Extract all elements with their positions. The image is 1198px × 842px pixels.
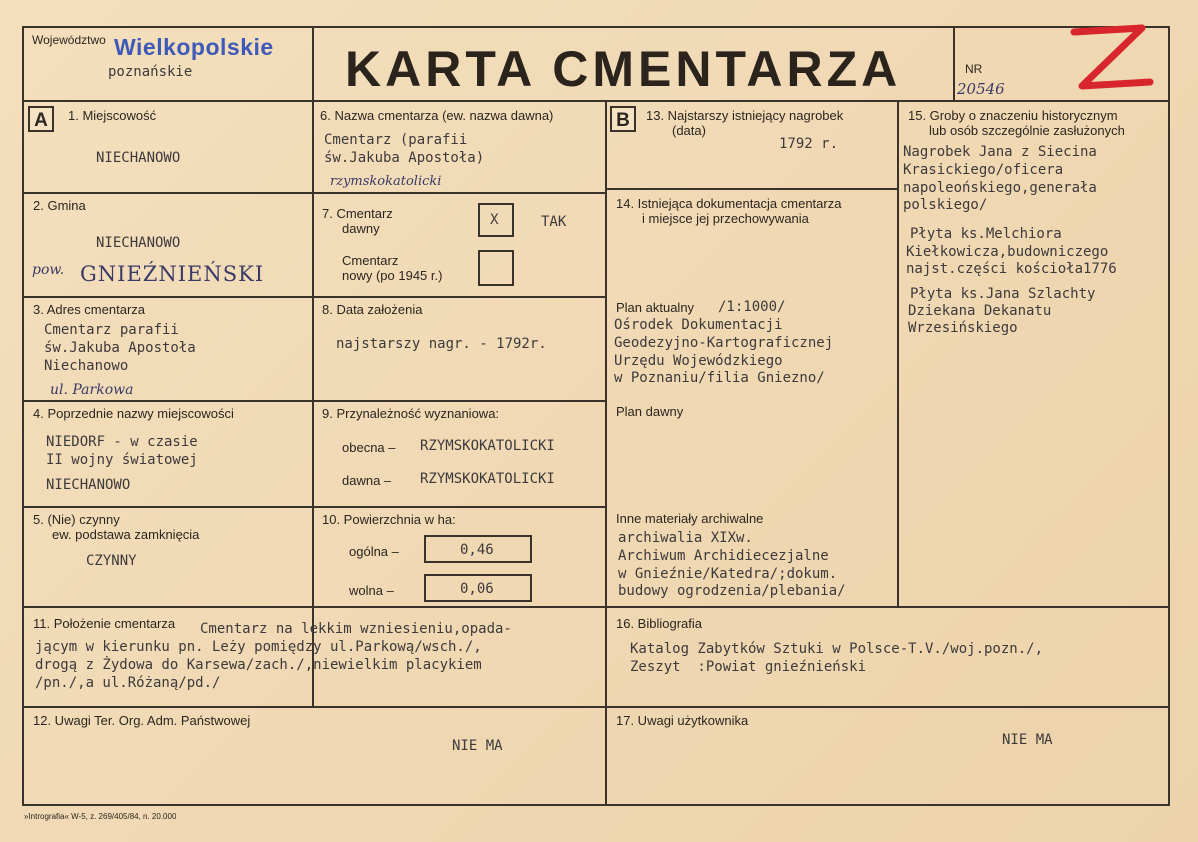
f14-plan-current-line2: Ośrodek Dokumentacji [614, 317, 783, 333]
f14-label1: 14. Istniejąca dokumentacja cmentarza [616, 196, 842, 211]
f11-line4: /pn./,a ul.Różaną/pd./ [35, 675, 221, 691]
f7-old-checkbox [478, 203, 514, 237]
f10-total-box [424, 535, 532, 563]
f7-new-checkbox [478, 250, 514, 286]
print-info: »Intrografia« W-5, z. 269/405/84, n. 20.000 [24, 812, 177, 821]
f3-line2: św.Jakuba Apostoła [44, 340, 196, 356]
page-title: KARTA CMENTARZA [345, 41, 902, 97]
f13-value: 1792 r. [779, 136, 839, 152]
f10-label: 10. Powierzchnia w ha: [322, 512, 456, 527]
f8-label: 8. Data założenia [322, 302, 423, 317]
f15-g2-line1: Płyta ks.Melchiora [910, 226, 1062, 242]
f16-line2: Zeszyt :Powiat gnieźnieński [630, 659, 867, 675]
f3-line3: Niechanowo [44, 358, 129, 374]
f11-line2: jącym w kierunku pn. Leży pomiędzy ul.Parkową/wsch./, [35, 639, 482, 655]
row-divider-3 [22, 400, 605, 402]
f15-g3-line2: Dziekana Dekanatu [908, 303, 1052, 319]
f17-value: NIE MA [1002, 732, 1053, 748]
f17-label: 17. Uwagi użytkownika [616, 713, 749, 728]
f15-g1-line4: polskiego/ [903, 197, 988, 213]
f10-free-box [424, 574, 532, 602]
voivodeship-label: Województwo [32, 33, 106, 47]
f3-label: 3. Adres cmentarza [33, 302, 145, 317]
f2-value: NIECHANOWO [96, 235, 181, 251]
f7-label3: Cmentarz [342, 253, 399, 268]
f14-label2: i miejsce jej przechowywania [642, 211, 809, 226]
f7-label4: nowy (po 1945 r.) [342, 268, 443, 283]
f1-label: 1. Miejscowość [68, 108, 157, 123]
f9-former-value: RZYMSKOKATOLICKI [420, 471, 555, 487]
f14-plan-current-label: Plan aktualny [616, 300, 695, 315]
f2-pow-prefix: pow. [32, 262, 65, 278]
f15-g1-line3: napoleońskiego,generała [903, 180, 1097, 196]
f14-plan-current-line3: Geodezyjno-Kartograficznej [614, 335, 834, 351]
f4-label: 4. Poprzednie nazwy miejscowości [33, 406, 234, 421]
voivodeship-typed: poznańskie [108, 64, 193, 80]
f10-free-value: 0,06 [460, 581, 494, 597]
f15-label2: lub osób szczególnie zasłużonych [929, 123, 1125, 138]
f5-value: CZYNNY [86, 553, 137, 569]
f6-line1: Cmentarz (parafii [324, 132, 468, 148]
f11-label: 11. Położenie cmentarza [33, 616, 176, 631]
f15-label1: 15. Groby o znaczeniu historycznym [908, 108, 1118, 123]
f2-label: 2. Gmina [33, 198, 86, 213]
f2-pow-value: GNIEŹNIEŃSKI [80, 262, 265, 286]
row-divider-b1 [605, 188, 897, 190]
f3-line1: Cmentarz parafii [44, 322, 179, 338]
f9-current-value: RZYMSKOKATOLICKI [420, 438, 555, 454]
f14-other-label: Inne materiały archiwalne [616, 511, 764, 526]
f16-line1: Katalog Zabytków Sztuki w Polsce-T.V./woj.pozn./, [630, 641, 1044, 657]
f10-total-value: 0,46 [460, 542, 494, 558]
section-b-badge: B [610, 106, 636, 132]
f12-value: NIE MA [452, 738, 503, 754]
f4-line3: NIECHANOWO [46, 477, 131, 493]
f3-hand: ul. Parkowa [50, 382, 134, 398]
f6-hand: rzymskokatolicki [330, 174, 442, 189]
nr-label: NR [965, 62, 983, 76]
f15-g2-line2: Kiełkowicza,budowniczego [906, 244, 1109, 260]
f7-label2: dawny [342, 221, 380, 236]
f14-other-line2: Archiwum Archidiecezjalne [618, 548, 829, 564]
f14-other-line1: archiwalia XIXw. [618, 530, 753, 546]
f14-other-line4: budowy ogrodzenia/plebania/ [618, 583, 846, 599]
f11-line3: drogą z Żydowa do Karsewa/zach./,niewielkim placykiem [35, 657, 482, 673]
f14-other-line3: w Gnieźnie/Katedra/;dokum. [618, 566, 838, 582]
f14-plan-current-line4: Urzędu Wojewódzkiego [614, 353, 783, 369]
f5-label2: ew. podstawa zamknięcia [52, 527, 200, 542]
f15-g2-line3: najst.części kościoła1776 [906, 261, 1117, 277]
f15-g1-line2: Krasickiego/oficera [903, 162, 1064, 178]
row-divider-2 [22, 296, 605, 298]
f6-line2: św.Jakuba Apostoła) [324, 150, 485, 166]
divider-col-3 [897, 100, 899, 606]
row-divider-1 [22, 192, 605, 194]
divider-header-nr [953, 26, 955, 100]
f15-g3-line3: Wrzesińskiego [908, 320, 1018, 336]
f4-line2: II wojny światowej [46, 452, 198, 468]
f9-label: 9. Przynależność wyznaniowa: [322, 406, 500, 421]
nr-value: 20546 [957, 80, 1005, 98]
f15-g3-line1: Płyta ks.Jana Szlachty [910, 286, 1096, 302]
f7-check-mark: X [490, 212, 499, 228]
f14-plan-current-line1: /1:1000/ [718, 299, 786, 315]
f11-line1: Cmentarz na lekkim wzniesieniu,opada- [200, 621, 512, 637]
header-divider [22, 100, 1170, 102]
f14-plan-former-label: Plan dawny [616, 404, 684, 419]
f9-former-label: dawna – [342, 473, 392, 488]
f4-line1: NIEDORF - w czasie [46, 434, 198, 450]
voivodeship-stamp: Wielkopolskie [114, 34, 274, 60]
f12-label: 12. Uwagi Ter. Org. Adm. Państwowej [33, 713, 251, 728]
red-z-mark-icon [1064, 22, 1160, 98]
f15-g1-line1: Nagrobek Jana z Siecina [903, 144, 1097, 160]
f9-current-label: obecna – [342, 440, 396, 455]
f10-total-label: ogólna – [349, 544, 399, 559]
f14-plan-current-line5: w Poznaniu/filia Gniezno/ [614, 370, 825, 386]
f5-label1: 5. (Nie) czynny [33, 512, 120, 527]
f16-label: 16. Bibliografia [616, 616, 702, 631]
f13-label1: 13. Najstarszy istniejący nagrobek [646, 108, 844, 123]
row-divider-5 [22, 606, 1170, 608]
f8-value: najstarszy nagr. - 1792r. [336, 336, 547, 352]
row-divider-4 [22, 506, 605, 508]
divider-col-2 [605, 100, 607, 806]
f13-label2: (data) [672, 123, 706, 138]
section-a-badge: A [28, 106, 54, 132]
f1-value: NIECHANOWO [96, 150, 181, 166]
f10-free-label: wolna – [349, 583, 394, 598]
divider-col-1 [312, 26, 314, 706]
f6-label: 6. Nazwa cmentarza (ew. nazwa dawna) [320, 108, 554, 123]
f7-label1: 7. Cmentarz [322, 206, 393, 221]
f7-value: TAK [541, 214, 567, 230]
row-divider-6 [22, 706, 1170, 708]
